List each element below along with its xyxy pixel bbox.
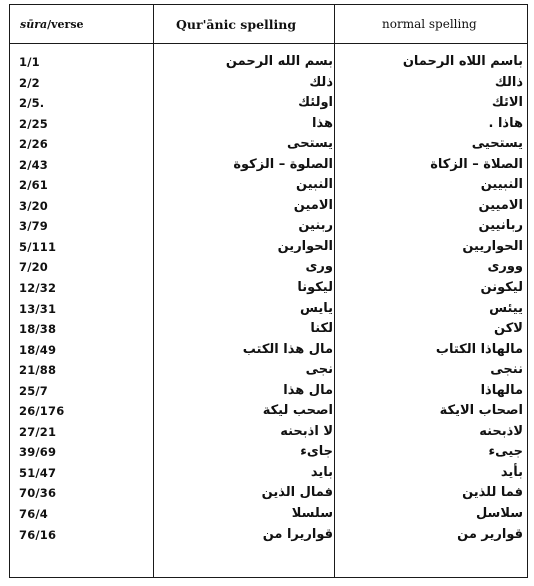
quranic-spelling-cell: اصحب ليكة — [262, 403, 333, 419]
table-row — [10, 320, 527, 341]
sura-verse-cell: 25/7 — [19, 383, 49, 398]
normal-spelling-cell: اصحاب الايكة — [439, 403, 523, 419]
sura-verse-cell: 3/20 — [19, 198, 49, 213]
normal-spelling-cell: قوارير من — [457, 526, 523, 542]
sura-verse-cell: 21/88 — [19, 363, 57, 378]
normal-spelling-cell: الحواريين — [462, 238, 523, 254]
normal-spelling-cell: لاذبحنه — [479, 423, 523, 439]
table-row — [10, 197, 527, 218]
header-normal-spelling: normal spelling — [382, 17, 477, 31]
quranic-spelling-cell: اولئك — [298, 95, 333, 111]
quranic-spelling-cell: فمال الذين — [261, 485, 333, 501]
table-row — [10, 238, 527, 259]
header-verse-label: /verse — [47, 17, 84, 31]
sura-verse-cell: 2/5. — [19, 96, 45, 111]
sura-verse-cell: 70/36 — [19, 486, 57, 501]
normal-spelling-cell: ربانيين — [478, 218, 523, 234]
normal-spelling-cell: لاكن — [494, 321, 523, 337]
table-row — [10, 402, 527, 423]
quranic-spelling-cell: بايد — [310, 464, 333, 480]
header-sura-label: sūra — [20, 17, 48, 31]
quranic-spelling-cell: قواريرا من — [262, 526, 333, 542]
sura-verse-cell: 18/38 — [19, 322, 57, 337]
quranic-spelling-cell: ورى — [305, 259, 333, 275]
sura-verse-cell: 76/16 — [19, 527, 57, 542]
spelling-table — [9, 4, 528, 578]
table-row — [10, 279, 527, 300]
normal-spelling-cell: ييئس — [489, 300, 523, 316]
sura-verse-cell: 27/21 — [19, 424, 57, 439]
sura-verse-cell: 2/2 — [19, 75, 40, 90]
normal-spelling-cell: فما للذين — [462, 485, 523, 501]
table-row — [10, 53, 527, 74]
sura-verse-cell: 2/43 — [19, 157, 49, 172]
table-row — [10, 423, 527, 444]
quranic-spelling-cell: لا اذبحنه — [280, 423, 333, 439]
quranic-spelling-cell: يستحى — [287, 136, 333, 152]
quranic-spelling-cell: النبين — [296, 177, 333, 193]
normal-spelling-cell: يستحيى — [471, 136, 523, 152]
quranic-spelling-cell: ذلك — [309, 74, 333, 90]
normal-spelling-cell: هاذا . — [488, 115, 523, 131]
sura-verse-cell: 26/176 — [19, 404, 65, 419]
normal-spelling-cell: النبيين — [480, 177, 523, 193]
table-row — [10, 464, 527, 485]
sura-verse-cell: 7/20 — [19, 260, 49, 275]
table-row — [10, 156, 527, 177]
sura-verse-cell: 12/32 — [19, 281, 57, 296]
table-row — [10, 361, 527, 382]
table-row — [10, 484, 527, 505]
sura-verse-cell: 13/31 — [19, 301, 57, 316]
normal-spelling-cell: سلاسل — [475, 506, 523, 522]
normal-spelling-cell: بأيد — [500, 464, 523, 480]
table-row — [10, 74, 527, 95]
quranic-spelling-cell: الصلوة – الزكوة — [233, 156, 333, 172]
table-row — [10, 526, 527, 547]
normal-spelling-cell: باسم اللاه الرحمان — [402, 54, 523, 69]
quranic-spelling-cell: بسم الله الرحمن — [225, 54, 333, 69]
sura-verse-cell: 2/61 — [19, 178, 49, 193]
quranic-spelling-cell: مال هذا — [283, 382, 333, 398]
quranic-spelling-cell: جاىء — [300, 444, 333, 460]
normal-spelling-cell: الائك — [491, 95, 523, 111]
sura-verse-cell: 39/69 — [19, 445, 57, 460]
normal-spelling-cell: الاميين — [478, 197, 523, 213]
quranic-spelling-cell: ليكونا — [297, 280, 333, 296]
table-row — [10, 94, 527, 115]
table-row — [10, 300, 527, 321]
table-row — [10, 115, 527, 136]
quranic-spelling-cell: سلسلا — [291, 506, 333, 522]
header-divider — [10, 43, 527, 44]
table-row — [10, 258, 527, 279]
normal-spelling-cell: ننجى — [490, 362, 523, 378]
quranic-spelling-cell: نجى — [305, 362, 333, 378]
table-row — [10, 443, 527, 464]
table-row — [10, 217, 527, 238]
normal-spelling-cell: جيىء — [488, 444, 523, 460]
normal-spelling-cell: وورى — [487, 259, 523, 275]
quranic-spelling-cell: مال هذا الكتب — [242, 341, 333, 357]
normal-spelling-cell: ذالك — [494, 74, 523, 90]
sura-verse-cell: 2/25 — [19, 116, 49, 131]
quranic-spelling-cell: الامين — [293, 197, 333, 213]
sura-verse-cell: 1/1 — [19, 55, 40, 69]
table-row — [10, 135, 527, 156]
quranic-spelling-cell: يايس — [299, 300, 333, 316]
sura-verse-cell: 76/4 — [19, 507, 49, 522]
sura-verse-cell: 5/111 — [19, 239, 57, 254]
table-body — [10, 53, 527, 546]
sura-verse-cell: 51/47 — [19, 465, 57, 480]
table-row — [10, 341, 527, 362]
quranic-spelling-cell: لكنا — [310, 321, 333, 337]
normal-spelling-cell: مالهاذا الكتاب — [435, 341, 523, 357]
table-row — [10, 382, 527, 403]
quranic-spelling-cell: ربنين — [298, 218, 333, 234]
normal-spelling-cell: ليكونن — [480, 280, 523, 296]
quranic-spelling-cell: الحوارين — [277, 238, 333, 254]
header-sura-verse — [20, 5, 84, 43]
header-quranic-spelling: Qur'ānic spelling — [176, 16, 297, 32]
sura-verse-cell: 2/26 — [19, 137, 49, 152]
sura-verse-cell: 18/49 — [19, 342, 57, 357]
quranic-spelling-cell: هذا — [312, 115, 333, 131]
sura-verse-cell: 3/79 — [19, 219, 49, 234]
normal-spelling-cell: الصلاة – الزكاة — [430, 156, 523, 172]
table-row — [10, 176, 527, 197]
normal-spelling-cell: مالهاذا — [480, 382, 523, 398]
table-row — [10, 505, 527, 526]
